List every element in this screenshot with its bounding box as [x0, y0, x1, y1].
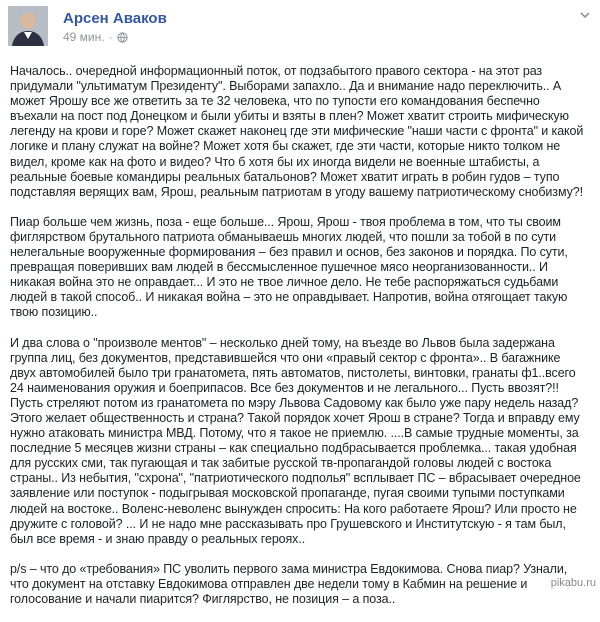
post-paragraph: И два слова о "произволе ментов" – несколько дней тому, на въезде во Львов была задержана группа лиц, без документов, представившейся что они «правый сектор с фронта».. В багажнике двух автомобилей было три гранатомета, пять автоматов, пистолеты, винтовки, гранаты ф1..всего 24 наименования оружия и боеприпасов. Все без документов и не легального... Пусть ввозят?!! Пусть стреляют потом из гранатомета по мэру Львова Садовому как было уже пару недель назад? Этого желает общественность и страна? Такой порядок хочет Ярош в стране? Тогда и вправду ему нужно атаковать министра МВД. Потому, что я такое не приемлю. ....В самые трудные моменты, за последние 5 месяцев жизни страны – как специально подбрасывается проблемка... такая удобная для русских сми, так пугающая и так забитые русской тв-пропагандой головы людей с востока страны.. Из небытия, "схрона", "патриотического подполья" всплывает ПС – вбрасывает очередное заявление или поступок - подыгрывая московской пропаганде, пугая своими тупыми поступками людей на востоке.. Воленс-неволенс вынужден спросить: На кого работаете Ярош? Или просто не дружите с головой? ... И не надо мне рассказывать про Грушевского и Институтскую - я там был, был все время - и знаю правду о реальных героях..: [10, 335, 581, 546]
post-meta: [63, 30, 128, 46]
profile-photo-icon: [8, 6, 48, 46]
globe-icon[interactable]: [117, 32, 128, 46]
post-time[interactable]: 49 мин.: [63, 30, 105, 44]
post-paragraph: p/s – что до «требования» ПС уволить первого зама министра Евдокимова. Снова пиар? Узнали, что документ на отставку Евдокимова отправлен две недели тому в Кабмин на решение и голосование и начали пиарится? Фиглярство, не позиция – а поза..: [10, 561, 568, 606]
meta-separator: ·: [108, 30, 113, 44]
chevron-down-icon[interactable]: [578, 8, 592, 22]
avatar[interactable]: [8, 6, 48, 46]
watermark: pikabu.ru: [550, 577, 596, 589]
post-header: [8, 6, 592, 46]
post-paragraph: Пиар больше чем жизнь, поза - еще больше... Ярош, Ярош - твоя проблема в том, что ты своим фиглярством брутального патриота обманываешь многих людей, что пошли за тобой в по сути нелегальные вооруженные формирования – без правил и основ, без законов и порядка. По сути, превращая поверивших вам людей в бессмысленное пушечное мясо неорганизованности.. И никакая война это не оправдает... И это не твое личное дело. Не тебе распоряжаться судьбами людей в такой способ.. И никакая война – это не оправдывает. Напротив, война отягощает такую твою позицию..: [10, 214, 568, 320]
post-body: [10, 64, 585, 622]
author-name[interactable]: Арсен Аваков: [63, 10, 167, 27]
post-paragraph: Началось.. очередной информационный поток, от подзабытого правого сектора - на этот раз придумали "ультиматум Президенту". Выборами запахло.. Да и внимание надо переключить.. А может Ярошу все же ответить за те 32 человека, что по тупости его командования беспечно въехали на пост под Донецком и были убиты и взяты в плен? Может хватит строить мифическую легенду на крови и горе? Может скажет наконец где эти мифические "наши части с фронта" и какой логике и плану служат на войне? Может хотя бы скажет, где эти части, которые никто толком не видел, кроме как на фото и видео? Что б хотя бы их иногда видели не военные штабисты, а реальные боевые командиры реальных батальонов? Может хватит играть в робин гудов – тупо подставляя верящих вам, Ярош, реальным патриотам в угоду вашему патриотическому снобизму?!: [10, 64, 584, 199]
